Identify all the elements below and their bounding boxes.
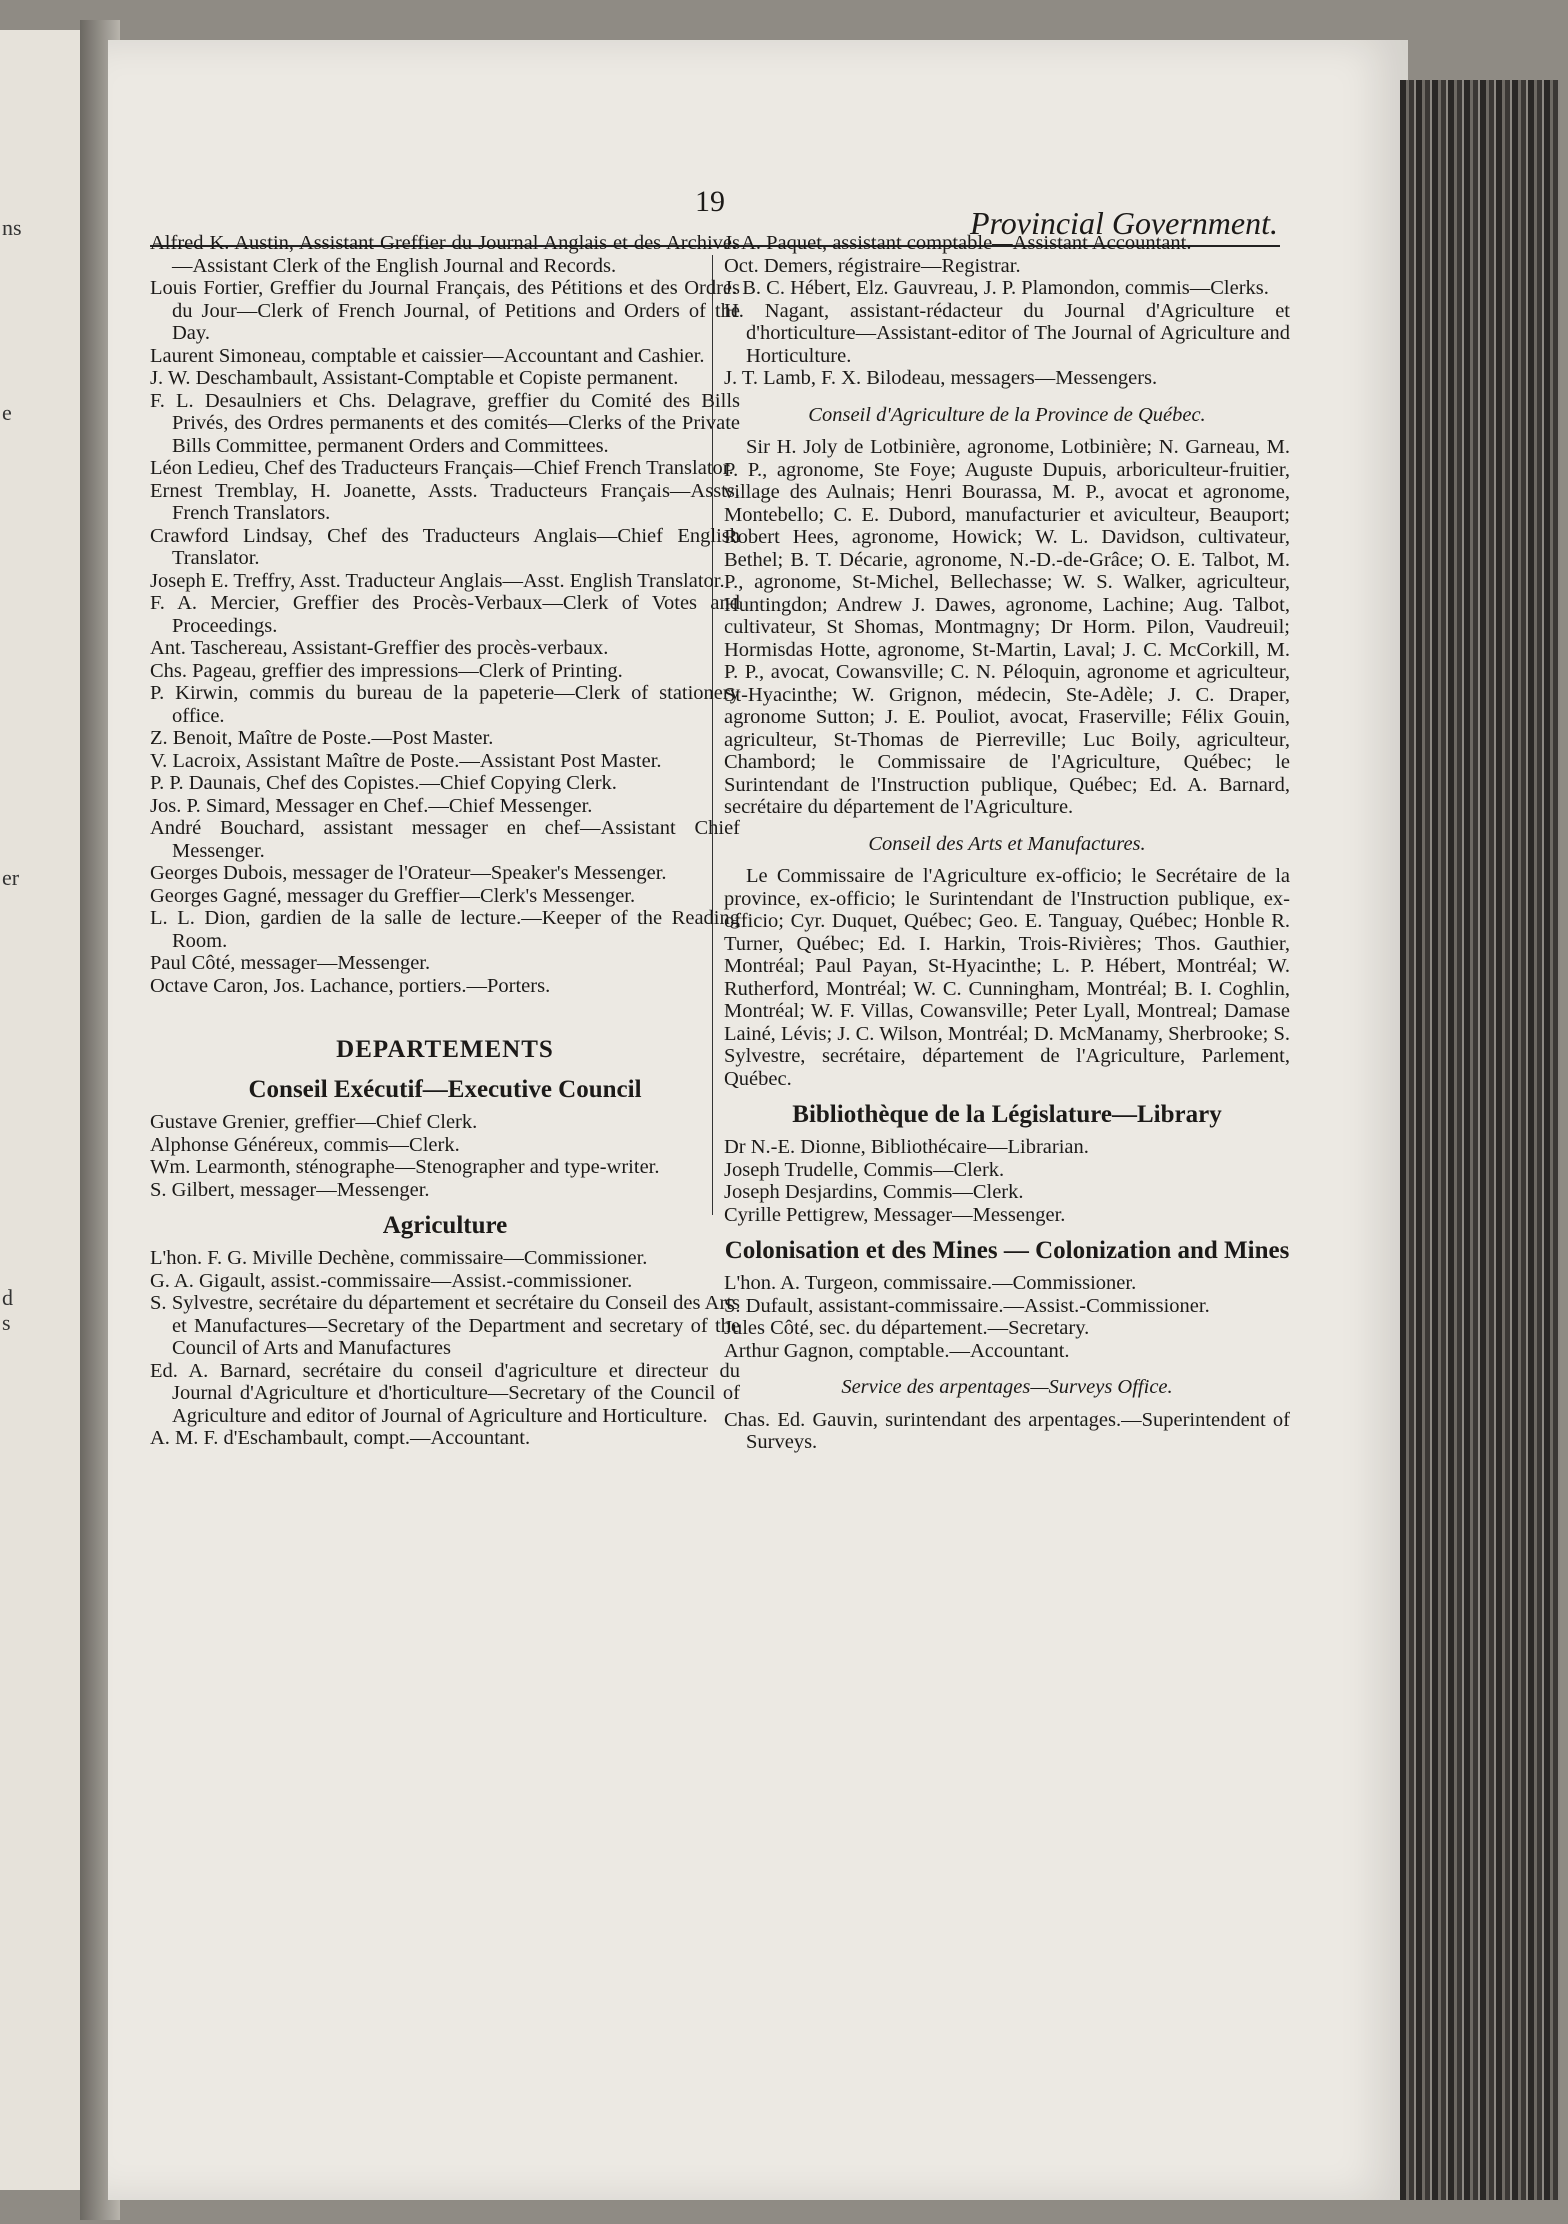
executive-council-heading: Conseil Exécutif—Executive Council (248, 1076, 642, 1103)
staff-entry: Octave Caron, Jos. Lachance, portiers.—Porters. (150, 974, 551, 997)
staff-entry: Jos. P. Simard, Messager en Chef.—Chief Messenger. (150, 794, 593, 817)
prev-page-fragment: d (2, 1285, 13, 1310)
staff-entry: Joseph E. Treffry, Asst. Traducteur Anglais—Asst. English Translator. (150, 569, 725, 592)
prev-page-fragment: e (2, 400, 12, 425)
staff-entry: Georges Dubois, messager de l'Orateur—Speaker's Messenger. (150, 862, 667, 884)
staff-entry: Laurent Simoneau, comptable et caissier—Accountant and Cashier. (150, 344, 705, 367)
agriculture-entry: L'hon. F. G. Miville Dechène, commissaire—Commissioner. (150, 1247, 648, 1269)
staff-entry: V. Lacroix, Assistant Maître de Poste.—Assistant Post Master. (150, 749, 662, 772)
prev-page-fragment: s (2, 1310, 11, 1335)
staff-entry: Louis Fortier, Greffier du Journal Français, des Pétitions et des Ordres du Jour—Clerk of French Journal, of Petitions and Orders of the Day. (150, 277, 740, 344)
staff-entry: Chs. Pageau, greffier des impressions—Clerk of Printing. (150, 659, 623, 682)
prev-page-fragment: ns (2, 215, 22, 240)
staff-entry: J. B. C. Hébert, Elz. Gauvreau, J. P. Plamondon, commis—Clerks. (724, 277, 1269, 299)
staff-entry: Georges Gagné, messager du Greffier—Clerk's Messenger. (150, 884, 636, 907)
library-entry: Cyrille Pettigrew, Messager—Messenger. (724, 1203, 1066, 1226)
agriculture-heading: Agriculture (382, 1212, 508, 1239)
staff-entry: L. L. Dion, gardien de la salle de lecture.—Keeper of the Reading Room. (150, 907, 740, 952)
previous-page-edge (0, 30, 83, 2190)
staff-entry: Léon Ledieu, Chef des Traducteurs Français—Chief French Translator. (150, 457, 734, 479)
agriculture-entry: S. Sylvestre, secrétaire du département et secrétaire du Conseil des Arts et Manufactures—Secretary of the Department and secretary of the Council of Arts and Manufactures (150, 1292, 740, 1359)
agriculture-entry: Ed. A. Barnard, secrétaire du conseil d'agriculture et directeur du Journal d'Agriculture et d'horticulture—Secretary of the Council of Agriculture and editor of Journal of Agriculture and Horticulture. (150, 1359, 740, 1427)
staff-entry: H. Nagant, assistant-rédacteur du Journal d'Agriculture et d'horticulture—Assistant-editor of The Journal of Agriculture and Horticulture. (724, 299, 1290, 367)
staff-entry: Ernest Tremblay, H. Joanette, Assts. Traducteurs Français—Assts. French Translators. (150, 479, 740, 524)
departements-heading: DEPARTEMENTS (336, 1036, 554, 1063)
staff-entry: André Bouchard, assistant messager en chef—Assistant Chief Messenger. (150, 817, 740, 862)
staff-entry: F. A. Mercier, Greffier des Procès-Verbaux—Clerk of Votes and Proceedings. (150, 592, 740, 637)
staff-entry: J. T. Lamb, F. X. Bilodeau, messagers—Messengers. (724, 367, 1158, 389)
executive-entry: Alphonse Généreux, commis—Clerk. (150, 1133, 460, 1156)
staff-entry: Ant. Taschereau, Assistant-Greffier des procès-verbaux. (150, 637, 609, 659)
running-head: Provincial Government. (969, 205, 1278, 241)
colonisation-heading: Colonisation et des Mines — Colonization and Mines (724, 1237, 1290, 1264)
page-number: 19 (695, 185, 725, 218)
staff-entry: P. P. Daunais, Chef des Copistes.—Chief Copying Clerk. (150, 772, 617, 794)
colonisation-entry: Arthur Gagnon, comptable.—Accountant. (724, 1339, 1070, 1362)
executive-entry: Wm. Learmonth, sténographe—Stenographer and type-writer. (150, 1156, 660, 1178)
staff-entry: Oct. Demers, régistraire—Registrar. (724, 254, 1021, 277)
page-edges (1400, 80, 1560, 2200)
library-entry: Dr N.-E. Dionne, Bibliothécaire—Librarian. (724, 1136, 1089, 1158)
arts-council-heading: Conseil des Arts et Manufactures. (868, 832, 1146, 855)
agriculture-council-members: Sir H. Joly de Lotbinière, agronome, Lotbinière; N. Garneau, M. P. P., agronome, Ste Foye; Auguste Dupuis, arboriculteur-fruitier, village des Aulnais; Henri Bourassa, M. P., avocat et agronome, Montebello; C. E. Dubord, manufacturier et aviculteur, Beauport; Robert Hees, agronome, Howick; W. L. Davidson, cultivateur, Bethel; B. T. Décarie, agronome, N.-D.-de-Grâce; O. E. Talbot, M. P., agronome, St-Michel, Bellechasse; W. S. Walker, agriculteur, Huntingdon; Andrew J. Dawes, agronome, Lachine; Aug. Talbot, cultivateur, St Shomas, Montmagny; Dr Horm. Pilon, Vaudreuil; Hormisdas Hotte, agronome, St-Martin, Laval; J. C. McCorkill, M. P. P., avocat, Cowansville; C. N. Péloquin, agronome et agriculteur, St-Hyacinthe; W. Grignon, médecin, Ste-Adèle; J. C. Draper, agronome Sutton; J. E. Pouliot, avocat, Fraserville; Félix Gouin, agriculteur, St-Thomas de Pierreville; Luc Boily, agriculteur, Chambord; le Commissaire de l'Agriculture, Québec; le Surintendant de l'Instruction publique, Québec; Ed. A. Barnard, secrétaire du département de l'Agriculture. (724, 436, 1290, 818)
staff-entry: Z. Benoit, Maître de Poste.—Post Master. (150, 727, 494, 749)
staff-entry: J. A. Paquet, assistant comptable—Assistant Accountant. (724, 232, 1192, 254)
staff-entry: J. W. Deschambault, Assistant-Comptable et Copiste permanent. (150, 367, 679, 389)
surveys-entry: Chas. Ed. Gauvin, surintendant des arpentages.—Superintendent of Surveys. (724, 1408, 1290, 1453)
staff-entry: Alfred K. Austin, Assistant Greffier du Journal Anglais et des Archives—Assistant Clerk of the English Journal and Records. (150, 232, 740, 277)
colonisation-entry: Jules Côté, sec. du département.—Secretary. (724, 1317, 1090, 1339)
prev-page-fragment: er (2, 865, 20, 890)
colonisation-entry: L'hon. A. Turgeon, commissaire.—Commissioner. (724, 1272, 1137, 1294)
agriculture-entry: A. M. F. d'Eschambault, compt.—Accountant. (150, 1427, 531, 1449)
executive-entry: S. Gilbert, messager—Messenger. (150, 1178, 430, 1201)
staff-entry: Paul Côté, messager—Messenger. (150, 952, 431, 974)
staff-entry: F. L. Desaulniers et Chs. Delagrave, greffier du Comité des Bills Privés, des Ordres permanents et des comités—Clerks of the Private Bills Committee, permanent Orders and Committees. (150, 389, 740, 457)
colonisation-entry: S. Dufault, assistant-commissaire.—Assist.-Commissioner. (724, 1294, 1210, 1317)
surveys-heading: Service des arpentages—Surveys Office. (841, 1376, 1173, 1398)
right-column (724, 232, 1290, 1454)
library-entry: Joseph Trudelle, Commis—Clerk. (724, 1158, 1005, 1181)
agriculture-council-heading: Conseil d'Agriculture de la Province de Québec. (808, 403, 1206, 426)
staff-entry: P. Kirwin, commis du bureau de la papeterie—Clerk of stationery office. (150, 682, 740, 727)
agriculture-entry: G. A. Gigault, assist.-commissaire—Assist.-commissioner. (150, 1269, 633, 1292)
library-entry: Joseph Desjardins, Commis—Clerk. (724, 1181, 1024, 1203)
executive-entry: Gustave Grenier, greffier—Chief Clerk. (150, 1111, 478, 1133)
arts-council-members: Le Commissaire de l'Agriculture ex-officio; le Secrétaire de la province, ex-officio; le Surintendant de l'Instruction publique, ex-officio; Cyr. Duquet, Québec; Geo. E. Tanguay, Québec; Honble R. Turner, Québec; Ed. I. Harkin, Trois-Rivières; Thos. Gauthier, Montréal; Paul Payan, St-Hyacinthe; L. P. Hébert, Montréal; W. Rutherford, Montréal; W. C. Cunningham, Montréal; B. I. Coghlin, Montréal; W. F. Villas, Cowansville; Peter Lyall, Montreal; Damase Lainé, Lévis; J. C. Wilson, Montréal; D. McManamy, Sherbrooke; S. Sylvestre, secrétaire, département de l'Agriculture, Parlement, Québec. (724, 865, 1290, 1090)
library-heading: Bibliothèque de la Législature—Library (792, 1101, 1222, 1128)
left-column (150, 232, 740, 1450)
staff-entry: Crawford Lindsay, Chef des Traducteurs Anglais—Chief English Translator. (150, 524, 740, 569)
